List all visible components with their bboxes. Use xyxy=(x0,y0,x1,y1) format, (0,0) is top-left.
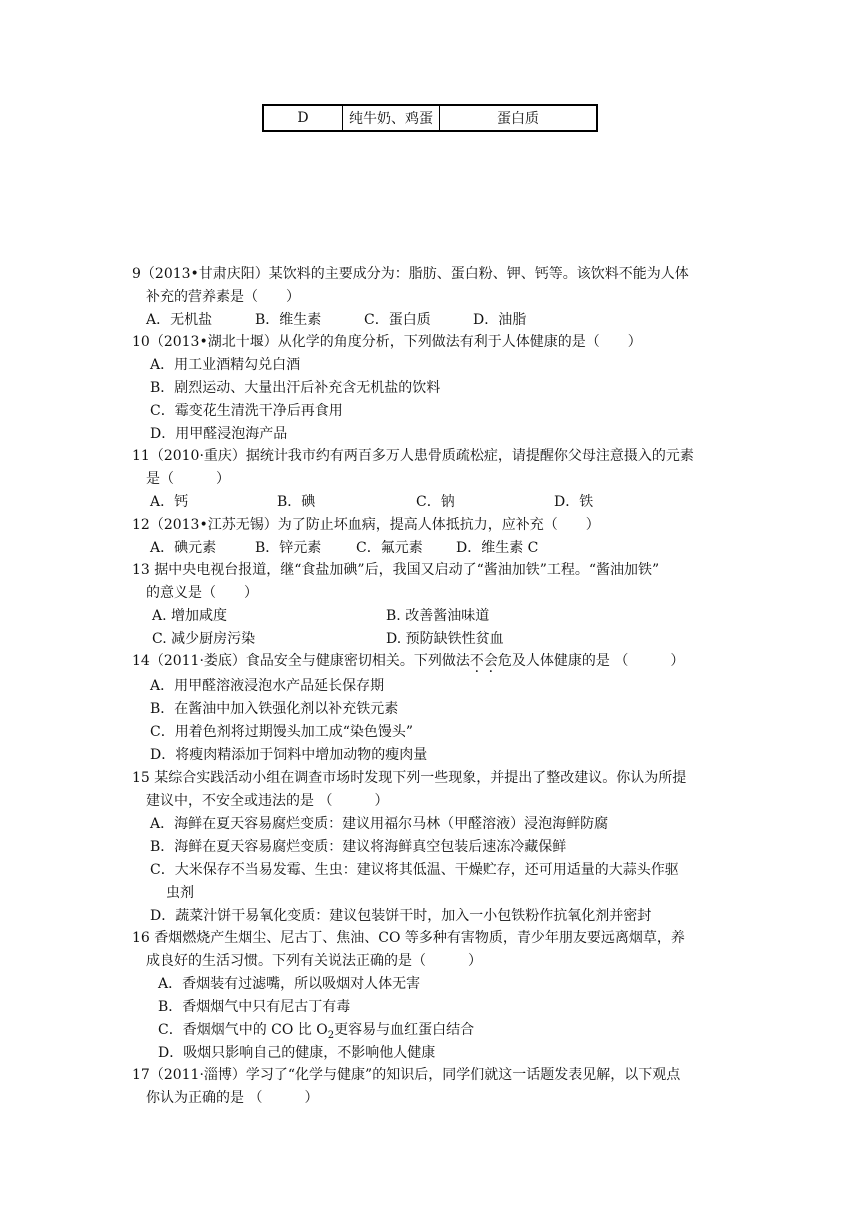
q16-option-c-post: 更容易与血红蛋白结合 xyxy=(334,1022,475,1038)
q10-option-a: A．用工业酒精勾兑白酒 xyxy=(150,357,301,373)
q16-option-d: D．吸烟只影响自己的健康，不影响他人健康 xyxy=(158,1045,436,1061)
q11-option-b: B．碘 xyxy=(277,494,316,510)
q14-emphasis-1: 不 xyxy=(469,653,484,669)
q14-stem-post: 危及人体健康的是 （ ） xyxy=(497,653,685,669)
q15-option-b: B．海鲜在夏天容易腐烂变质：建议将海鲜真空包装后速冻冷藏保鲜 xyxy=(150,839,567,855)
table-cell: D xyxy=(263,105,343,131)
q11-option-c: C．钠 xyxy=(416,494,455,510)
q16-option-c-subscript: 2 xyxy=(327,1029,335,1041)
table-row xyxy=(263,105,597,131)
question-11-stem: 11（2010·重庆）据统计我市约有两百多万人患骨质疏松症，请提醒你父母注意摄入的元素 xyxy=(132,448,694,464)
q15-option-c: C．大米保存不当易发霉、生虫：建议将其低温、干燥贮存，还可用适量的大蒜头作驱 xyxy=(150,862,679,878)
question-9-stem: 9（2013•甘肃庆阳）某饮料的主要成分为：脂肪、蛋白粉、钾、钙等。该饮料不能为人体 xyxy=(132,266,689,282)
table-cell: 纯牛奶、鸡蛋 xyxy=(343,105,440,131)
q9-option-b: B．维生素 xyxy=(255,312,322,328)
q14-emphasis-2: 会 xyxy=(483,653,498,669)
table-cell: 蛋白质 xyxy=(440,105,598,131)
question-11-stem-cont: 是（ ） xyxy=(146,471,230,487)
q10-option-d: D．用甲醛浸泡海产品 xyxy=(150,426,288,442)
q15-option-d: D．蔬菜汁饼干易氧化变质：建议包装饼干时，加入一小包铁粉作抗氧化剂并密封 xyxy=(150,908,652,924)
q10-option-c: C．霉变花生清洗干净后再食用 xyxy=(150,403,343,419)
q16-option-c-pre: C．香烟烟气中的 CO 比 O xyxy=(158,1022,328,1038)
question-17-stem-cont: 你认为正确的是 （ ） xyxy=(146,1090,319,1106)
q11-option-d: D．铁 xyxy=(554,494,594,510)
q9-option-d: D．油脂 xyxy=(473,312,527,328)
question-16-stem: 16 香烟燃烧产生烟尘、尼古丁、焦油、CO 等多种有害物质，青少年朋友要远离烟草，养 xyxy=(132,930,685,946)
q15-option-c-cont: 虫剂 xyxy=(166,885,194,901)
q12-option-a: A．碘元素 xyxy=(150,540,217,556)
q13-option-a: A. 增加咸度 xyxy=(152,608,228,624)
q14-option-a: A．用甲醛溶液浸泡水产品延长保存期 xyxy=(150,678,385,694)
question-9-stem-cont: 补充的营养素是（ ） xyxy=(146,289,300,305)
question-13-stem-cont: 的意义是（ ） xyxy=(146,585,258,601)
answer-table xyxy=(262,104,598,132)
q14-option-c: C．用着色剂将过期馒头加工成“染色馒头” xyxy=(150,724,414,740)
q12-option-c: C．氟元素 xyxy=(356,540,423,556)
question-16-stem-cont: 成良好的生活习惯。下列有关说法正确的是（ ） xyxy=(146,953,482,969)
q13-option-d: D. 预防缺铁性贫血 xyxy=(386,631,504,647)
q12-option-d: D．维生素 C xyxy=(456,540,539,556)
q13-option-c: C. 减少厨房污染 xyxy=(152,631,256,647)
q15-option-a: A．海鲜在夏天容易腐烂变质：建议用福尔马林（甲醛溶液）浸泡海鲜防腐 xyxy=(150,816,609,832)
question-15-stem-cont: 建议中，不安全或违法的是 （ ） xyxy=(146,793,389,809)
q14-option-b: B．在酱油中加入铁强化剂以补充铁元素 xyxy=(150,701,399,717)
question-14-stem xyxy=(132,652,684,670)
q16-option-c xyxy=(158,1021,474,1045)
question-17-stem: 17（2011·淄博）学习了“化学与健康”的知识后，同学们就这一话题发表见解，以下观点 xyxy=(132,1067,681,1083)
q10-option-b: B．剧烈运动、大量出汗后补充含无机盐的饮料 xyxy=(150,380,441,396)
q12-option-b: B．锌元素 xyxy=(255,540,322,556)
q16-option-b: B．香烟烟气中只有尼古丁有毒 xyxy=(158,999,351,1015)
q14-option-d: D．将瘦肉精添加于饲料中增加动物的瘦肉量 xyxy=(150,747,428,763)
question-15-stem: 15 某综合实践活动小组在调查市场时发现下列一些现象，并提出了整改建议。你认为所提 xyxy=(132,770,687,786)
question-12-stem: 12（2013•江苏无锡）为了防止坏血病，提高人体抵抗力，应补充（ ） xyxy=(132,517,600,533)
q13-option-b: B. 改善酱油味道 xyxy=(386,608,490,624)
q16-option-a: A．香烟装有过滤嘴，所以吸烟对人体无害 xyxy=(158,976,421,992)
question-10-stem: 10（2013•湖北十堰）从化学的角度分析，下列做法有利于人体健康的是（ ） xyxy=(132,334,642,350)
question-13-stem: 13 据中央电视台报道，继“食盐加碘”后，我国又启动了“酱油加铁”工程。“酱油加铁” xyxy=(132,562,660,578)
q9-option-a: A．无机盐 xyxy=(146,312,213,328)
q11-option-a: A．钙 xyxy=(150,494,189,510)
q9-option-c: C．蛋白质 xyxy=(364,312,431,328)
q14-stem-pre: 14（2011·娄底）食品安全与健康密切相关。下列做法 xyxy=(132,653,470,669)
